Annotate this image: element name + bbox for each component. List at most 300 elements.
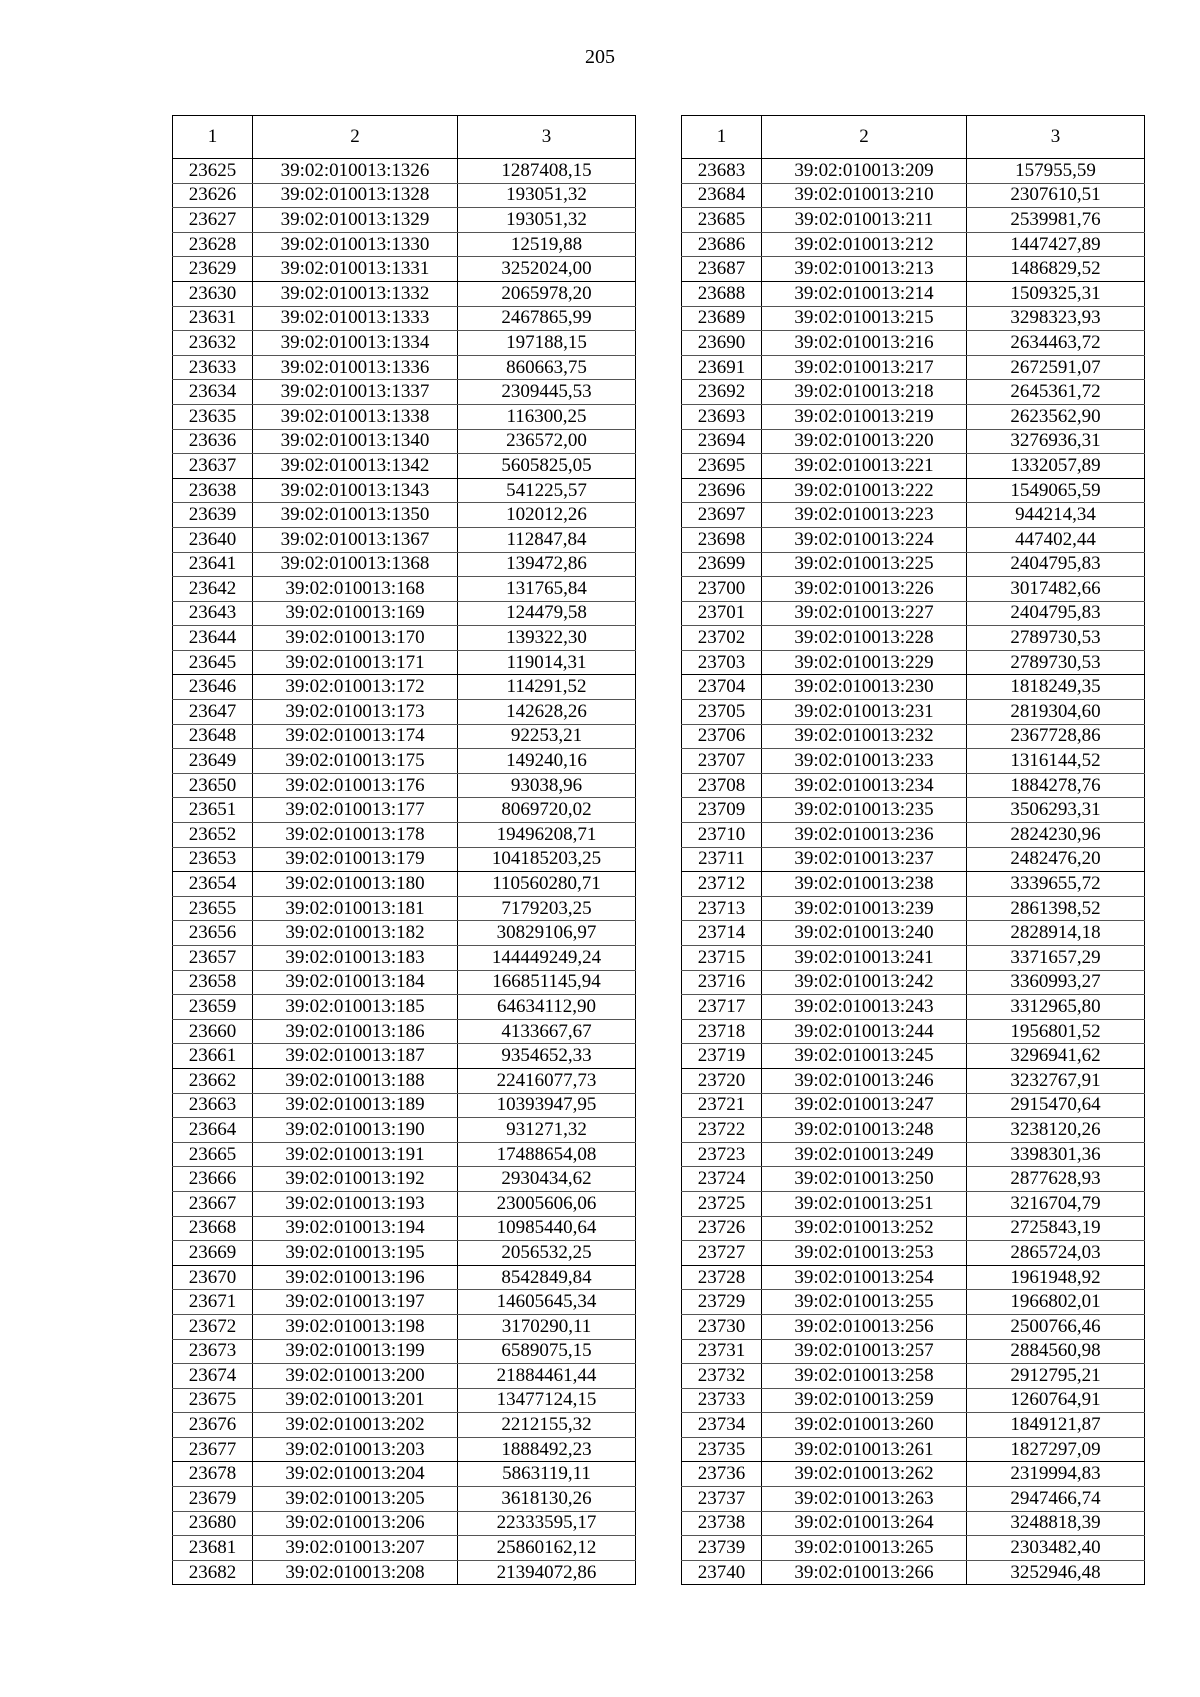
value-cell: 139472,86 [458,552,636,577]
row-number-cell: 23642 [173,577,253,602]
table-row [682,773,1145,798]
row-number-cell: 23625 [173,159,253,184]
row-number-cell: 23647 [173,700,253,725]
cadastral-number-cell: 39:02:010013:197 [253,1290,458,1315]
cadastral-number-cell: 39:02:010013:239 [762,896,967,921]
cadastral-number-cell: 39:02:010013:219 [762,404,967,429]
table-row [682,1437,1145,1462]
cadastral-number-cell: 39:02:010013:179 [253,847,458,872]
value-cell: 3252024,00 [458,257,636,282]
row-number-cell: 23677 [173,1437,253,1462]
cadastral-number-cell: 39:02:010013:1343 [253,478,458,503]
header-row [173,116,636,159]
value-cell: 3216704,79 [967,1191,1145,1216]
cadastral-number-cell: 39:02:010013:1368 [253,552,458,577]
cadastral-number-cell: 39:02:010013:1350 [253,503,458,528]
cadastral-number-cell: 39:02:010013:241 [762,946,967,971]
table-row [173,675,636,700]
row-number-cell: 23734 [682,1413,762,1438]
table-row [173,650,636,675]
table-row [682,1388,1145,1413]
cadastral-number-cell: 39:02:010013:181 [253,896,458,921]
value-cell: 64634112,90 [458,995,636,1020]
value-cell: 112847,84 [458,527,636,552]
value-cell: 21884461,44 [458,1364,636,1389]
value-cell: 114291,52 [458,675,636,700]
cadastral-number-cell: 39:02:010013:176 [253,773,458,798]
value-cell: 10985440,64 [458,1216,636,1241]
row-number-cell: 23707 [682,749,762,774]
value-cell: 93038,96 [458,773,636,798]
table-row [173,1487,636,1512]
table-row [682,626,1145,651]
row-number-cell: 23650 [173,773,253,798]
cadastral-number-cell: 39:02:010013:1331 [253,257,458,282]
value-cell: 3360993,27 [967,970,1145,995]
value-cell: 3339655,72 [967,872,1145,897]
row-number-cell: 23696 [682,478,762,503]
value-cell: 2828914,18 [967,921,1145,946]
row-number-cell: 23738 [682,1511,762,1536]
cadastral-number-cell: 39:02:010013:257 [762,1339,967,1364]
value-cell: 2303482,40 [967,1536,1145,1561]
row-number-cell: 23680 [173,1511,253,1536]
value-cell: 3312965,80 [967,995,1145,1020]
row-number-cell: 23708 [682,773,762,798]
cadastral-number-cell: 39:02:010013:218 [762,380,967,405]
value-cell: 2212155,32 [458,1413,636,1438]
row-number-cell: 23645 [173,650,253,675]
cadastral-number-cell: 39:02:010013:171 [253,650,458,675]
value-cell: 1818249,35 [967,675,1145,700]
cadastral-number-cell: 39:02:010013:208 [253,1560,458,1585]
cadastral-number-cell: 39:02:010013:229 [762,650,967,675]
cadastral-number-cell: 39:02:010013:240 [762,921,967,946]
value-cell: 2307610,51 [967,183,1145,208]
value-cell: 12519,88 [458,232,636,257]
value-cell: 2500766,46 [967,1314,1145,1339]
table-row [173,1044,636,1069]
value-cell: 2404795,83 [967,552,1145,577]
value-cell: 193051,32 [458,183,636,208]
value-cell: 3248818,39 [967,1511,1145,1536]
row-number-cell: 23675 [173,1388,253,1413]
row-number-cell: 23661 [173,1044,253,1069]
table-row [682,749,1145,774]
value-cell: 2539981,76 [967,208,1145,233]
column-header-3: 3 [967,116,1145,159]
table-row [173,970,636,995]
table-row [173,823,636,848]
row-number-cell: 23709 [682,798,762,823]
table-row [173,1241,636,1266]
table-row [682,1511,1145,1536]
cadastral-number-cell: 39:02:010013:220 [762,429,967,454]
row-number-cell: 23638 [173,478,253,503]
row-number-cell: 23723 [682,1142,762,1167]
row-number-cell: 23663 [173,1093,253,1118]
table-row [682,601,1145,626]
table-row [173,1536,636,1561]
row-number-cell: 23718 [682,1019,762,1044]
cadastral-number-cell: 39:02:010013:250 [762,1167,967,1192]
row-number-cell: 23697 [682,503,762,528]
value-cell: 2912795,21 [967,1364,1145,1389]
table-row [682,724,1145,749]
table-row [682,355,1145,380]
table-row [682,1364,1145,1389]
cadastral-number-cell: 39:02:010013:1334 [253,331,458,356]
row-number-cell: 23698 [682,527,762,552]
table-row [173,208,636,233]
table-row [173,1437,636,1462]
cadastral-number-cell: 39:02:010013:201 [253,1388,458,1413]
row-number-cell: 23636 [173,429,253,454]
row-number-cell: 23686 [682,232,762,257]
value-cell: 5605825,05 [458,454,636,479]
value-cell: 2309445,53 [458,380,636,405]
value-cell: 3398301,36 [967,1142,1145,1167]
cadastral-number-cell: 39:02:010013:215 [762,306,967,331]
value-cell: 2482476,20 [967,847,1145,872]
value-cell: 1888492,23 [458,1437,636,1462]
table-row [173,355,636,380]
table-row [173,429,636,454]
cadastral-number-cell: 39:02:010013:221 [762,454,967,479]
table-row [173,503,636,528]
value-cell: 2065978,20 [458,281,636,306]
value-cell: 19496208,71 [458,823,636,848]
cadastral-number-cell: 39:02:010013:190 [253,1118,458,1143]
value-cell: 9354652,33 [458,1044,636,1069]
row-number-cell: 23666 [173,1167,253,1192]
cadastral-number-cell: 39:02:010013:1330 [253,232,458,257]
row-number-cell: 23712 [682,872,762,897]
table-row [682,1068,1145,1093]
table-row [173,1191,636,1216]
row-number-cell: 23671 [173,1290,253,1315]
table-row [173,1167,636,1192]
row-number-cell: 23654 [173,872,253,897]
cadastral-number-cell: 39:02:010013:1328 [253,183,458,208]
cadastral-number-cell: 39:02:010013:264 [762,1511,967,1536]
value-cell: 2915470,64 [967,1093,1145,1118]
cadastral-number-cell: 39:02:010013:265 [762,1536,967,1561]
value-cell: 144449249,24 [458,946,636,971]
row-number-cell: 23631 [173,306,253,331]
value-cell: 2884560,98 [967,1339,1145,1364]
row-number-cell: 23721 [682,1093,762,1118]
table-row [173,577,636,602]
cadastral-number-cell: 39:02:010013:204 [253,1462,458,1487]
table-row [173,1388,636,1413]
row-number-cell: 23667 [173,1191,253,1216]
row-number-cell: 23701 [682,601,762,626]
cadastral-number-cell: 39:02:010013:244 [762,1019,967,1044]
table-row [682,1216,1145,1241]
row-number-cell: 23640 [173,527,253,552]
value-cell: 1966802,01 [967,1290,1145,1315]
table-row [682,1167,1145,1192]
cadastral-number-cell: 39:02:010013:186 [253,1019,458,1044]
value-cell: 3276936,31 [967,429,1145,454]
cadastral-number-cell: 39:02:010013:1326 [253,159,458,184]
cadastral-number-cell: 39:02:010013:256 [762,1314,967,1339]
row-number-cell: 23674 [173,1364,253,1389]
table-row [173,724,636,749]
row-number-cell: 23689 [682,306,762,331]
cadastral-number-cell: 39:02:010013:243 [762,995,967,1020]
value-cell: 2623562,90 [967,404,1145,429]
cadastral-number-cell: 39:02:010013:1338 [253,404,458,429]
cadastral-number-cell: 39:02:010013:177 [253,798,458,823]
table-row [173,872,636,897]
table-row [173,257,636,282]
cadastral-number-cell: 39:02:010013:172 [253,675,458,700]
cadastral-number-cell: 39:02:010013:255 [762,1290,967,1315]
value-cell: 931271,32 [458,1118,636,1143]
table-row [173,700,636,725]
row-number-cell: 23633 [173,355,253,380]
table-row [682,159,1145,184]
value-cell: 1849121,87 [967,1413,1145,1438]
cadastral-number-cell: 39:02:010013:1336 [253,355,458,380]
value-cell: 2672591,07 [967,355,1145,380]
cadastral-number-cell: 39:02:010013:193 [253,1191,458,1216]
table-row [682,823,1145,848]
row-number-cell: 23732 [682,1364,762,1389]
value-cell: 119014,31 [458,650,636,675]
cadastral-number-cell: 39:02:010013:1340 [253,429,458,454]
table-row [173,478,636,503]
value-cell: 2789730,53 [967,650,1145,675]
table-row [173,331,636,356]
value-cell: 447402,44 [967,527,1145,552]
row-number-cell: 23632 [173,331,253,356]
value-cell: 8069720,02 [458,798,636,823]
cadastral-number-cell: 39:02:010013:261 [762,1437,967,1462]
cadastral-number-cell: 39:02:010013:192 [253,1167,458,1192]
row-number-cell: 23700 [682,577,762,602]
table-row [682,1339,1145,1364]
value-cell: 1827297,09 [967,1437,1145,1462]
cadastral-number-cell: 39:02:010013:235 [762,798,967,823]
cadastral-number-cell: 39:02:010013:210 [762,183,967,208]
value-cell: 2056532,25 [458,1241,636,1266]
row-number-cell: 23678 [173,1462,253,1487]
cadastral-number-cell: 39:02:010013:1367 [253,527,458,552]
table-row [682,1487,1145,1512]
cadastral-number-cell: 39:02:010013:1329 [253,208,458,233]
row-number-cell: 23740 [682,1560,762,1585]
row-number-cell: 23628 [173,232,253,257]
cadastral-number-cell: 39:02:010013:232 [762,724,967,749]
cadastral-number-cell: 39:02:010013:258 [762,1364,967,1389]
table-row [173,1314,636,1339]
row-number-cell: 23641 [173,552,253,577]
row-number-cell: 23735 [682,1437,762,1462]
value-cell: 6589075,15 [458,1339,636,1364]
table-row [682,872,1145,897]
row-number-cell: 23716 [682,970,762,995]
cadastral-number-cell: 39:02:010013:248 [762,1118,967,1143]
value-cell: 2319994,83 [967,1462,1145,1487]
cadastral-number-cell: 39:02:010013:222 [762,478,967,503]
value-cell: 149240,16 [458,749,636,774]
row-number-cell: 23690 [682,331,762,356]
cadastral-number-cell: 39:02:010013:233 [762,749,967,774]
row-number-cell: 23679 [173,1487,253,1512]
row-number-cell: 23648 [173,724,253,749]
row-number-cell: 23695 [682,454,762,479]
row-number-cell: 23685 [682,208,762,233]
cadastral-number-cell: 39:02:010013:187 [253,1044,458,1069]
table-row [682,1241,1145,1266]
row-number-cell: 23693 [682,404,762,429]
cadastral-number-cell: 39:02:010013:242 [762,970,967,995]
cadastral-number-cell: 39:02:010013:182 [253,921,458,946]
cadastral-number-cell: 39:02:010013:184 [253,970,458,995]
cadastral-number-cell: 39:02:010013:195 [253,1241,458,1266]
row-number-cell: 23699 [682,552,762,577]
table-row [173,1118,636,1143]
cadastral-number-cell: 39:02:010013:169 [253,601,458,626]
left-table [172,115,636,1585]
table-row [682,429,1145,454]
value-cell: 236572,00 [458,429,636,454]
table-row [682,577,1145,602]
table-row [173,159,636,184]
table-row [682,281,1145,306]
value-cell: 8542849,84 [458,1265,636,1290]
value-cell: 7179203,25 [458,896,636,921]
value-cell: 2947466,74 [967,1487,1145,1512]
row-number-cell: 23630 [173,281,253,306]
value-cell: 541225,57 [458,478,636,503]
value-cell: 1316144,52 [967,749,1145,774]
row-number-cell: 23673 [173,1339,253,1364]
table-row [173,380,636,405]
row-number-cell: 23691 [682,355,762,380]
value-cell: 116300,25 [458,404,636,429]
table-row [682,331,1145,356]
value-cell: 1961948,92 [967,1265,1145,1290]
row-number-cell: 23704 [682,675,762,700]
table-row [682,208,1145,233]
value-cell: 193051,32 [458,208,636,233]
row-number-cell: 23733 [682,1388,762,1413]
cadastral-number-cell: 39:02:010013:198 [253,1314,458,1339]
table-row [173,798,636,823]
cadastral-number-cell: 39:02:010013:191 [253,1142,458,1167]
cadastral-number-cell: 39:02:010013:253 [762,1241,967,1266]
row-number-cell: 23670 [173,1265,253,1290]
table-row [173,454,636,479]
cadastral-number-cell: 39:02:010013:234 [762,773,967,798]
table-row [682,552,1145,577]
cadastral-number-cell: 39:02:010013:247 [762,1093,967,1118]
table-row [173,281,636,306]
value-cell: 3170290,11 [458,1314,636,1339]
header-row [682,116,1145,159]
value-cell: 3371657,29 [967,946,1145,971]
row-number-cell: 23659 [173,995,253,1020]
row-number-cell: 23737 [682,1487,762,1512]
cadastral-number-cell: 39:02:010013:262 [762,1462,967,1487]
value-cell: 3506293,31 [967,798,1145,823]
table-row [173,1413,636,1438]
row-number-cell: 23739 [682,1536,762,1561]
cadastral-number-cell: 39:02:010013:205 [253,1487,458,1512]
cadastral-number-cell: 39:02:010013:175 [253,749,458,774]
cadastral-number-cell: 39:02:010013:194 [253,1216,458,1241]
table-row [173,773,636,798]
cadastral-number-cell: 39:02:010013:249 [762,1142,967,1167]
value-cell: 3252946,48 [967,1560,1145,1585]
row-number-cell: 23643 [173,601,253,626]
value-cell: 944214,34 [967,503,1145,528]
cadastral-number-cell: 39:02:010013:199 [253,1339,458,1364]
value-cell: 124479,58 [458,601,636,626]
table-row [173,921,636,946]
table-row [682,1093,1145,1118]
right-table-body [682,159,1145,1585]
value-cell: 2404795,83 [967,601,1145,626]
cadastral-number-cell: 39:02:010013:202 [253,1413,458,1438]
table-row [682,478,1145,503]
value-cell: 1486829,52 [967,257,1145,282]
cadastral-number-cell: 39:02:010013:251 [762,1191,967,1216]
table-row [682,1044,1145,1069]
cadastral-number-cell: 39:02:010013:237 [762,847,967,872]
cadastral-number-cell: 39:02:010013:236 [762,823,967,848]
table-row [682,454,1145,479]
table-row [173,1339,636,1364]
table-row [173,183,636,208]
row-number-cell: 23665 [173,1142,253,1167]
value-cell: 2819304,60 [967,700,1145,725]
table-row [173,946,636,971]
left-table-body [173,159,636,1585]
cadastral-number-cell: 39:02:010013:263 [762,1487,967,1512]
value-cell: 10393947,95 [458,1093,636,1118]
value-cell: 2865724,03 [967,1241,1145,1266]
table-row [682,995,1145,1020]
value-cell: 2367728,86 [967,724,1145,749]
row-number-cell: 23729 [682,1290,762,1315]
column-header-1: 1 [173,116,253,159]
table-row [682,798,1145,823]
value-cell: 3298323,93 [967,306,1145,331]
row-number-cell: 23717 [682,995,762,1020]
table-row [682,1314,1145,1339]
row-number-cell: 23715 [682,946,762,971]
cadastral-number-cell: 39:02:010013:245 [762,1044,967,1069]
cadastral-number-cell: 39:02:010013:214 [762,281,967,306]
row-number-cell: 23668 [173,1216,253,1241]
row-number-cell: 23629 [173,257,253,282]
value-cell: 13477124,15 [458,1388,636,1413]
value-cell: 1332057,89 [967,454,1145,479]
cadastral-number-cell: 39:02:010013:209 [762,159,967,184]
row-number-cell: 23702 [682,626,762,651]
table-row [173,1290,636,1315]
value-cell: 2824230,96 [967,823,1145,848]
cadastral-number-cell: 39:02:010013:224 [762,527,967,552]
column-header-2: 2 [762,116,967,159]
cadastral-number-cell: 39:02:010013:1342 [253,454,458,479]
row-number-cell: 23652 [173,823,253,848]
